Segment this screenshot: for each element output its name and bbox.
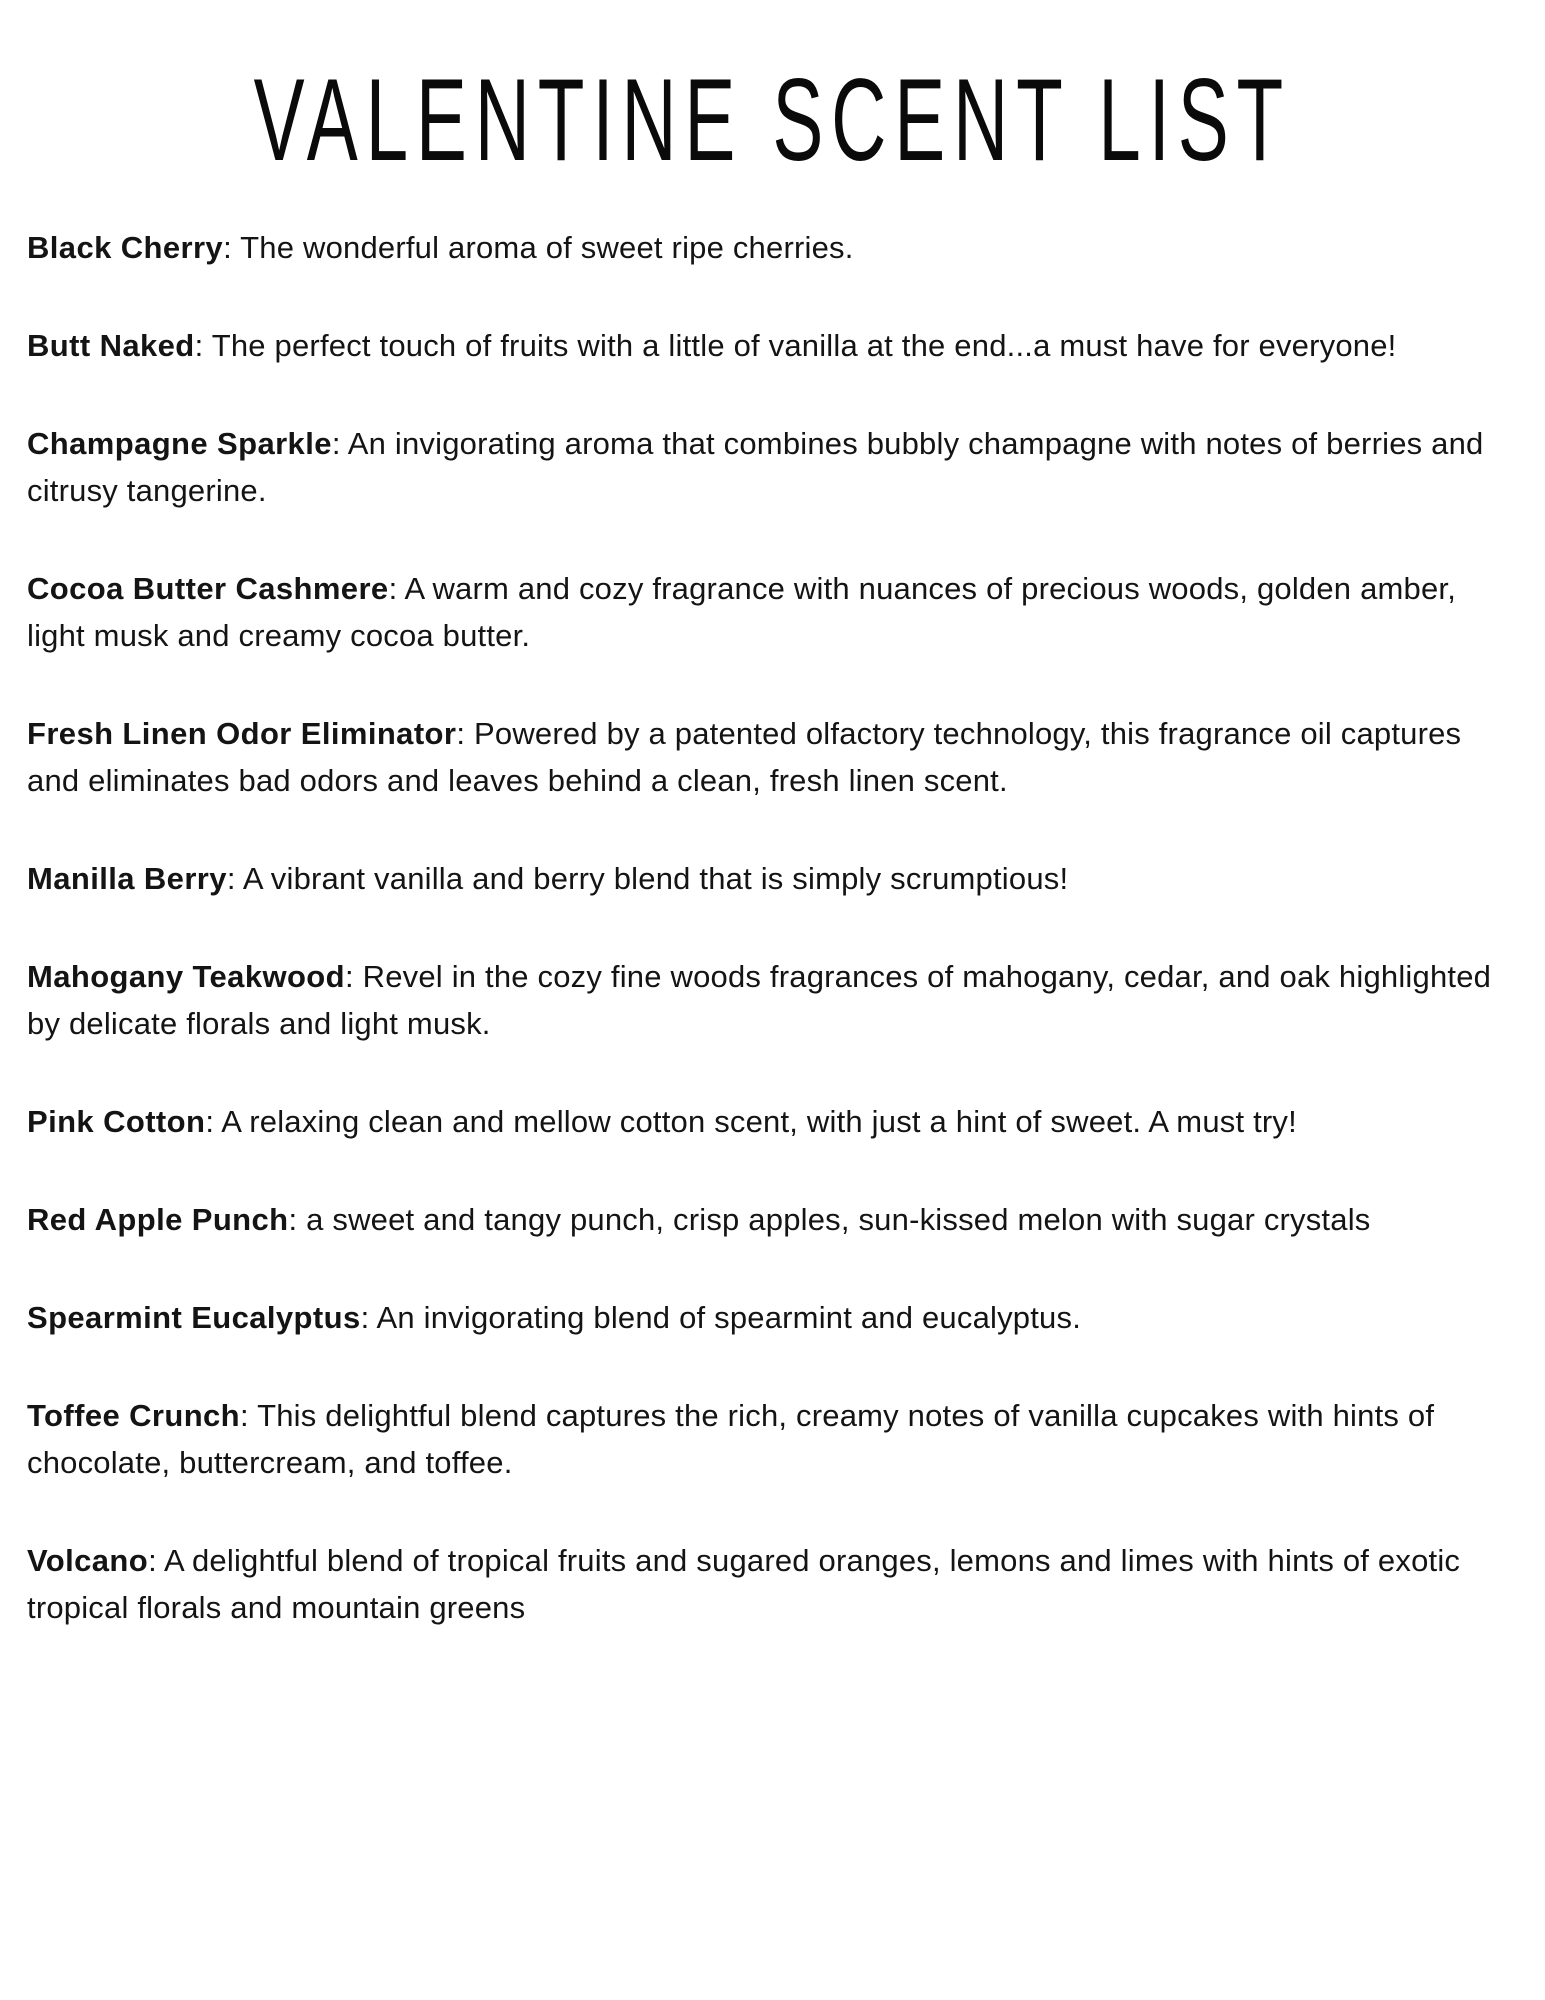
scent-separator: : — [456, 716, 474, 751]
scent-description: The wonderful aroma of sweet ripe cherries. — [240, 230, 854, 265]
scent-item — [27, 1196, 1511, 1243]
scent-description: Powered by a patented olfactory technology, this fragrance oil captures and eliminates bad odors and leaves behind a clean, fresh linen scent. — [27, 716, 1462, 798]
scent-description: A warm and cozy fragrance with nuances of precious woods, golden amber, light musk and creamy cocoa butter. — [27, 571, 1457, 653]
scent-name: Fresh Linen Odor Eliminator — [27, 716, 457, 751]
scent-separator: : — [148, 1543, 165, 1578]
scent-list — [0, 212, 1545, 1631]
scent-item — [27, 322, 1511, 369]
scent-item — [27, 565, 1511, 659]
title-area — [0, 0, 1545, 212]
scent-separator: : — [194, 328, 212, 363]
scent-name: Black Cherry — [27, 230, 224, 265]
scent-separator: : — [205, 1104, 222, 1139]
scent-name: Butt Naked — [27, 328, 195, 363]
scent-separator: : — [344, 959, 363, 994]
scent-item — [27, 1098, 1511, 1145]
scent-description: An invigorating blend of spearmint and eucalyptus. — [376, 1300, 1082, 1335]
page-title: VALENTINE SCENT LIST — [253, 53, 1292, 186]
scent-separator: : — [388, 571, 405, 606]
scent-name: Manilla Berry — [27, 861, 227, 896]
scent-item — [27, 1392, 1511, 1486]
scent-description: Revel in the cozy fine woods fragrances of mahogany, cedar, and oak highlighted by delicate florals and light musk. — [27, 959, 1492, 1041]
scent-name: Cocoa Butter Cashmere — [27, 571, 389, 606]
scent-item — [27, 855, 1511, 902]
scent-description: The perfect touch of fruits with a little of vanilla at the end...a must have for everyone! — [211, 328, 1397, 363]
scent-item — [27, 1537, 1511, 1631]
scent-name: Red Apple Punch — [27, 1202, 289, 1237]
scent-separator: : — [240, 1398, 258, 1433]
scent-item — [27, 1294, 1511, 1341]
scent-name: Volcano — [27, 1543, 149, 1578]
scent-name: Champagne Sparkle — [27, 426, 332, 461]
scent-description: An invigorating aroma that combines bubbly champagne with notes of berries and citrusy tangerine. — [27, 426, 1484, 508]
scent-separator: : — [288, 1202, 307, 1237]
scent-separator: : — [223, 230, 241, 265]
scent-name: Pink Cotton — [27, 1104, 206, 1139]
scent-description: A delightful blend of tropical fruits and sugared oranges, lemons and limes with hints of exotic tropical florals and mountain greens — [27, 1543, 1461, 1625]
scent-name: Spearmint Eucalyptus — [27, 1300, 361, 1335]
scent-description: A vibrant vanilla and berry blend that is simply scrumptious! — [242, 861, 1069, 896]
scent-description: A relaxing clean and mellow cotton scent, with just a hint of sweet. A must try! — [221, 1104, 1297, 1139]
scent-name: Mahogany Teakwood — [27, 959, 345, 994]
scent-item — [27, 420, 1511, 514]
scent-item — [27, 224, 1511, 271]
scent-item — [27, 710, 1511, 804]
scent-description: a sweet and tangy punch, crisp apples, sun-kissed melon with sugar crystals — [306, 1202, 1371, 1237]
scent-separator: : — [331, 426, 348, 461]
scent-name: Toffee Crunch — [27, 1398, 241, 1433]
scent-description: This delightful blend captures the rich, creamy notes of vanilla cupcakes with hints of chocolate, buttercream, and toffee. — [27, 1398, 1435, 1480]
scent-separator: : — [360, 1300, 377, 1335]
scent-item — [27, 953, 1511, 1047]
scent-separator: : — [226, 861, 243, 896]
